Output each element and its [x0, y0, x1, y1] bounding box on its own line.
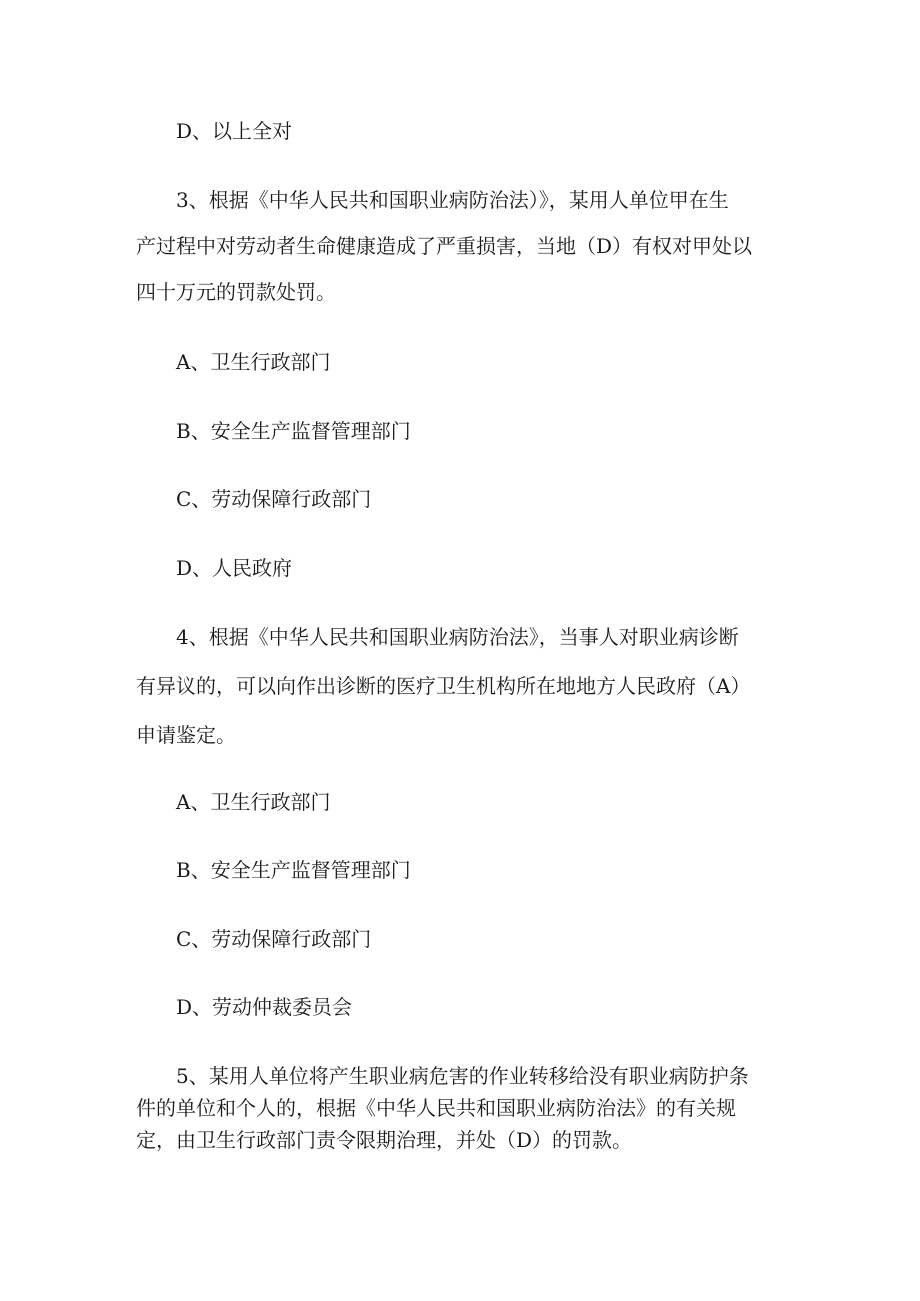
q3-option-c: C、劳动保障行政部门 — [176, 487, 372, 511]
q4-line-1: 4、根据《中华人民共和国职业病防治法》，当事人对职业病诊断 — [176, 625, 739, 649]
q4-option-a: A、卫生行政部门 — [176, 790, 331, 814]
q4-option-d: D、劳动仲裁委员会 — [176, 995, 353, 1019]
q3-option-a: A、卫生行政部门 — [176, 350, 331, 374]
q5-line-2: 件的单位和个人的，根据《中华人民共和国职业病防治法》的有关规 — [136, 1096, 736, 1120]
q4-line-2: 有异议的，可以向作出诊断的医疗卫生机构所在地地方人民政府（A） — [136, 674, 751, 698]
q3-option-d: D、人民政府 — [176, 556, 293, 580]
q4-line-3: 申请鉴定。 — [136, 723, 236, 747]
q4-option-b: B、安全生产监督管理部门 — [176, 858, 411, 882]
q2-option-d: D、以上全对 — [176, 119, 293, 143]
q3-option-b: B、安全生产监督管理部门 — [176, 419, 411, 443]
q3-line-3: 四十万元的罚款处罚。 — [136, 280, 336, 304]
q4-option-c: C、劳动保障行政部门 — [176, 927, 372, 951]
q5-line-1: 5、某用人单位将产生职业病危害的作业转移给没有职业病防护条 — [176, 1064, 749, 1088]
q5-line-3: 定，由卫生行政部门责令限期治理，并处（D）的罚款。 — [136, 1128, 633, 1152]
q3-line-2: 产过程中对劳动者生命健康造成了严重损害，当地（D）有权对甲处以 — [136, 234, 753, 258]
q3-line-1: 3、根据《中华人民共和国职业病防治法）》，某用人单位甲在生 — [176, 188, 729, 212]
